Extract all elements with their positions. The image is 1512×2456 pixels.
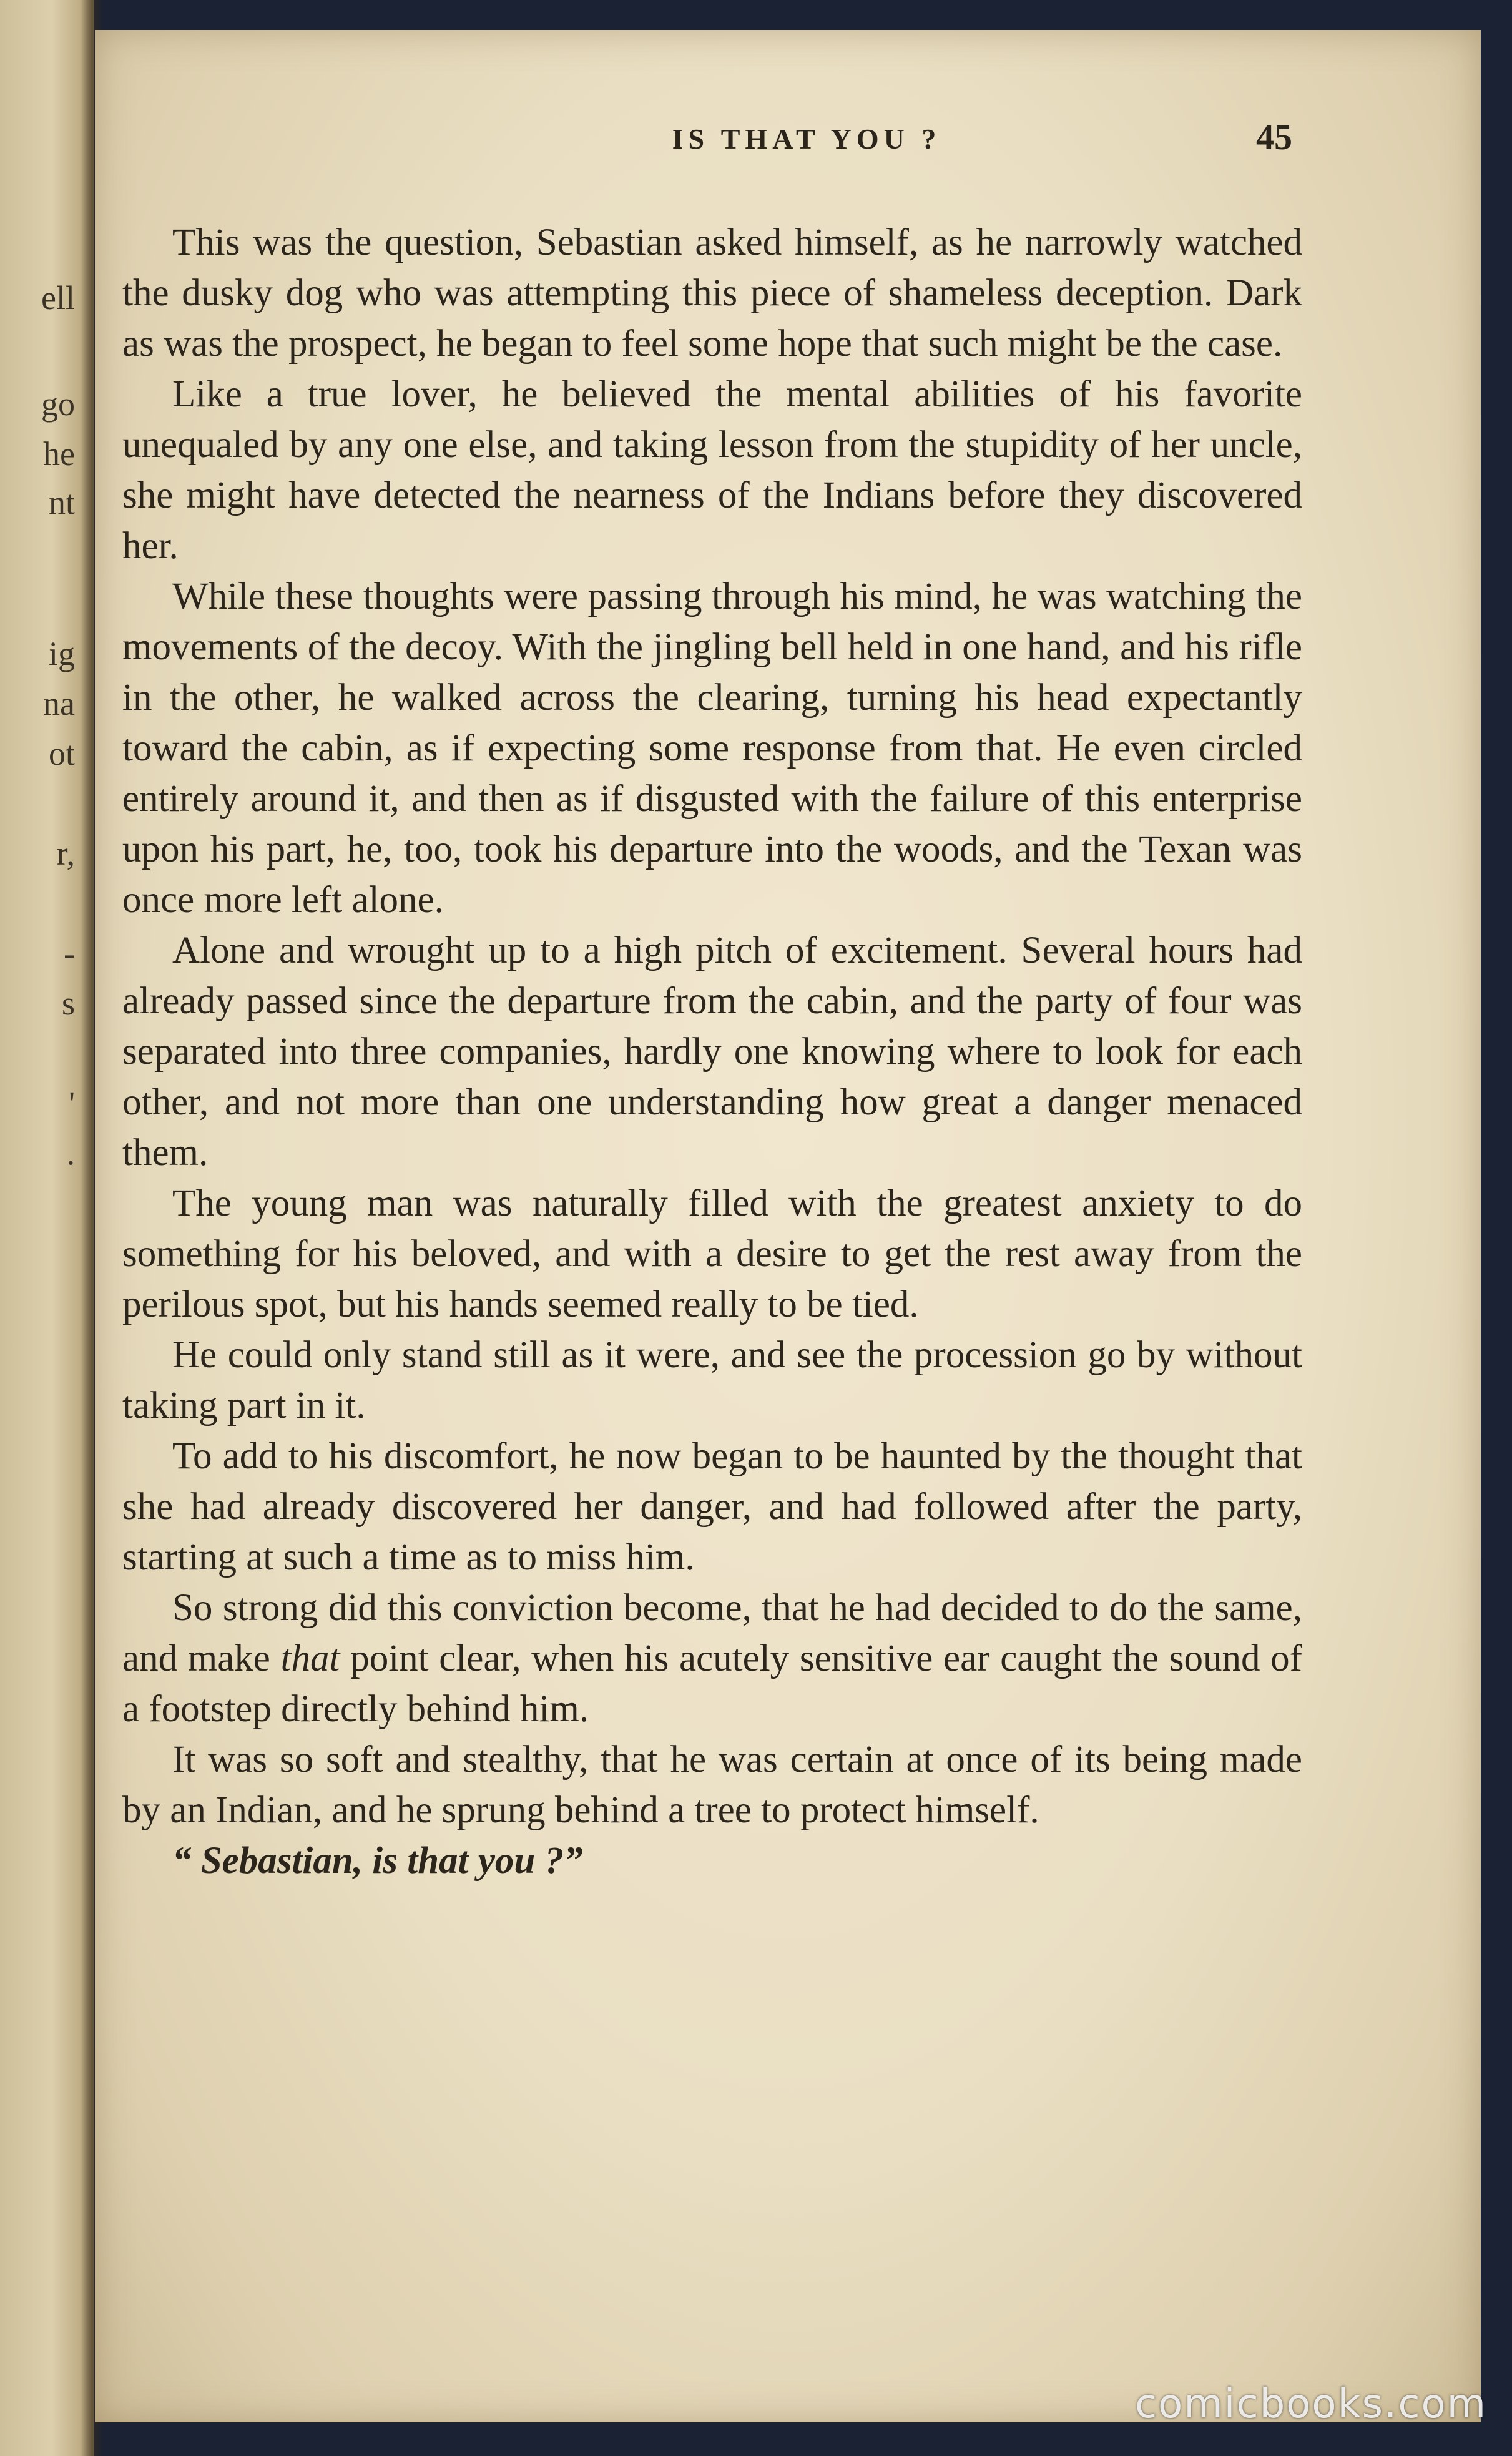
paragraph: It was so soft and stealthy, that he was certain at once of its being made by an Indian, and he sprung behind a tree to protect himself. — [122, 1739, 1302, 1831]
left-page-fragment: ig — [48, 635, 75, 672]
paragraph-text: point clear, when his acutely sensitive ear caught the sound of a footstep directly behind him. — [122, 1638, 1303, 1730]
paragraph: While these thoughts were passing through his mind, he was watching the movements of the decoy. With the jingling bell held in one hand, and his rifle in the other, he walked across the clearing, turning his head expectantly toward the cabin, as if expecting some response from that. He even circled entirely around it, and then as if disgusted with the failure of this enterprise upon his part, he, too, took his departure into the woods, and the Texan was once more left alone. — [122, 576, 1302, 921]
paragraph: Alone and wrought up to a high pitch of excitement. Several hours had already passed since the departure from the cabin, and the party of four was separated into three companies, hardly one knowing where to look for each other, and not more than one understanding how great a danger menaced them. — [122, 930, 1302, 1174]
paragraph: He could only stand still as it were, and see the procession go by without taking part in it. — [122, 1334, 1302, 1427]
page-body — [122, 217, 1302, 1886]
left-page-fragment: ot — [48, 735, 75, 772]
left-page-fragment: . — [66, 1134, 75, 1172]
left-page-fragment: ' — [69, 1084, 75, 1122]
paragraph-text: So strong did this conviction become, that he had decided to do the same, and make — [122, 1587, 1302, 1679]
page-number: 45 — [1256, 117, 1292, 157]
paragraph: To add to his discomfort, he now began to be haunted by the thought that she had already discovered her danger, and had followed after the party, starting at such a time as to miss him. — [122, 1435, 1302, 1578]
left-page-fragment: - — [64, 935, 75, 972]
emphasis-text: that — [280, 1638, 340, 1679]
paragraph — [122, 1583, 1302, 1734]
book-page — [95, 30, 1481, 2422]
paragraph: The young man was naturally filled with the greatest anxiety to do something for his beloved, and with a desire to get the rest away from the perilous spot, but his hands seemed really to be tied. — [122, 1182, 1302, 1325]
left-page-fragment: go — [41, 385, 75, 423]
watermark: comicbooks.com — [1134, 2381, 1487, 2427]
left-page-fragment: s — [61, 985, 75, 1022]
left-page-fragment: r, — [56, 835, 75, 872]
dialogue-line: “ Sebastian, is that you ?” — [172, 1840, 583, 1882]
paragraph: This was the question, Sebastian asked himself, as he narrowly watched the dusky dog who was attempting this piece of shameless deception. Dark as was the prospect, he began to feel some hope that such might be the case. — [122, 222, 1302, 365]
running-head: IS THAT YOU ? — [672, 123, 941, 155]
left-page-fragment: ell — [41, 279, 75, 317]
left-page-fragment: na — [43, 685, 75, 722]
left-page-fragment: he — [43, 435, 75, 473]
left-page-fragment: nt — [48, 484, 75, 521]
previous-page-edge — [0, 0, 94, 2456]
paragraph: Like a true lover, he believed the mental abilities of his favorite unequaled by any one else, and taking lesson from the stupidity of her uncle, she might have detected the nearness of the Indians before they discovered her. — [122, 373, 1302, 567]
